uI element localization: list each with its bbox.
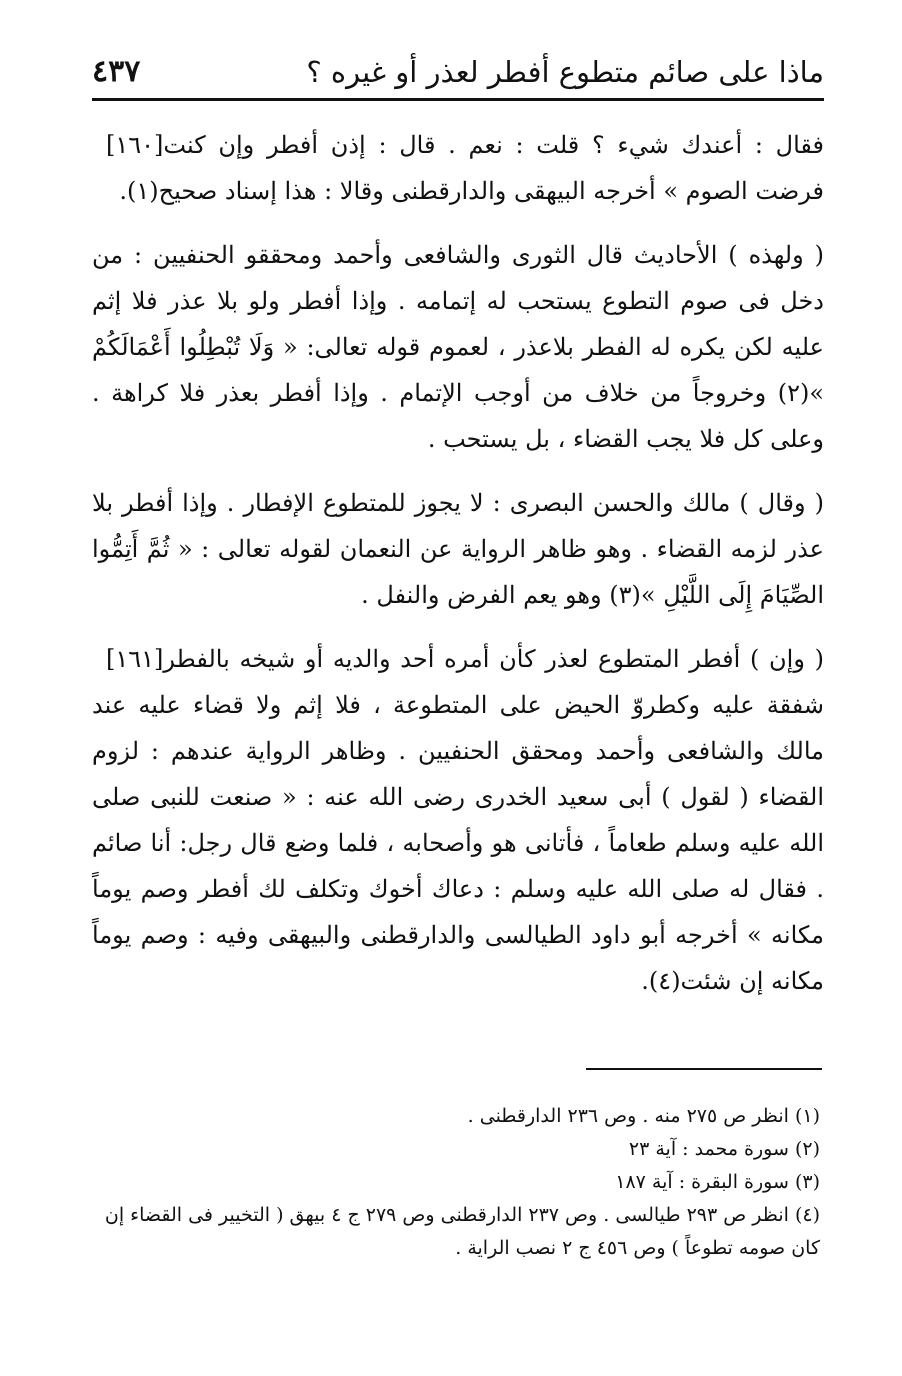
paragraph-3 xyxy=(92,480,824,618)
footnotes xyxy=(80,1100,820,1265)
footnote-divider xyxy=(586,1068,822,1070)
footnote-3: (٣) سورة البقرة : آية ١٨٧ xyxy=(615,1171,820,1193)
paragraph-text: ( ولهذه ) الأحاديث قال الثورى والشافعى وأحمد ومحققو الحنفيين : من دخل فى صوم التطوع يستحب له إتمامه . وإذا أفطر ولو بلا عذر فلا إثم عليه لكن يكره له الفطر بلاعذر ، لعموم قوله تعالى: « وَلَا تُبْطِلُوا أَعْمَالَكُمْ »(٢) وخروجاً من خلاف من أوجب الإتمام . وإذا أفطر بعذر فلا كراهة . وعلى كل فلا يجب القضاء ، بل يستحب . xyxy=(92,241,824,453)
page-header xyxy=(92,48,824,96)
footnote-2: (٢) سورة محمد : آية ٢٣ xyxy=(628,1138,820,1160)
paragraph-text: ( وإن ) أفطر المتطوع لعذر كأن أمره أحد والديه أو شيخه بالفطر شفقة عليه وكطروّ الحيض على المتطوعة ، فلا إثم ولا قضاء عليه عند مالك والشافعى وأحمد ومحقق الحنفيين . وظاهر الرواية عندهم : لزوم القضاء ( لقول ) أبى سعيد الخدرى رضى الله عنه : « صنعت للنبى صلى الله عليه وسلم طعاماً ، فأتانى هو وأصحابه ، فلما وضع قال رجل: أنا صائم . فقال له صلى الله عليه وسلم : دعاك أخوك وتكلف لك أفطر وصم يوماً مكانه » أخرجه أبو داود الطيالسى والدارقطنى والبيهقى وفيه : وصم يوماً مكانه إن شئت(٤). xyxy=(92,645,824,995)
main-text xyxy=(92,122,824,1022)
footnote-4: (٤) انظر ص ٢٩٣ طيالسى . وص ٢٣٧ الدارقطنى وص ٢٧٩ ج ٤ بيهق ( التخيير فى القضاء إن كان صومه تطوعاً ) وص ٤٥٦ ج ٢ نصب الراية . xyxy=(104,1204,820,1259)
paragraph-1 xyxy=(92,122,824,214)
running-title: ماذا على صائم متطوع أفطر لعذر أو غيره ؟ xyxy=(306,55,824,89)
paragraph-4 xyxy=(92,636,824,1004)
footnote-1: (١) انظر ص ٢٧٥ منه . وص ٢٣٦ الدارقطنى . xyxy=(467,1105,820,1127)
paragraph-text: ( وقال ) مالك والحسن البصرى : لا يجوز للمتطوع الإفطار . وإذا أفطر بلا عذر لزمه القضاء . وهو ظاهر الرواية عن النعمان لقوله تعالى : « ثُمَّ أَتِمُّوا الصِّيَامَ إِلَى اللَّيْلِ »(٣) وهو يعم الفرض والنفل . xyxy=(92,489,824,609)
hadith-reference-number: [١٦٠] xyxy=(106,131,164,159)
page-number: ٤٣٧ xyxy=(92,54,141,89)
paragraph-2 xyxy=(92,232,824,462)
paragraph-text: فقال : أعندك شيء ؟ قلت : نعم . قال : إذن أفطر وإن كنت فرضت الصوم » أخرجه البيهقى والدارقطنى وقالا : هذا إسناد صحيح(١). xyxy=(119,131,824,205)
header-divider xyxy=(92,98,824,101)
hadith-reference-number: [١٦١] xyxy=(106,645,164,673)
